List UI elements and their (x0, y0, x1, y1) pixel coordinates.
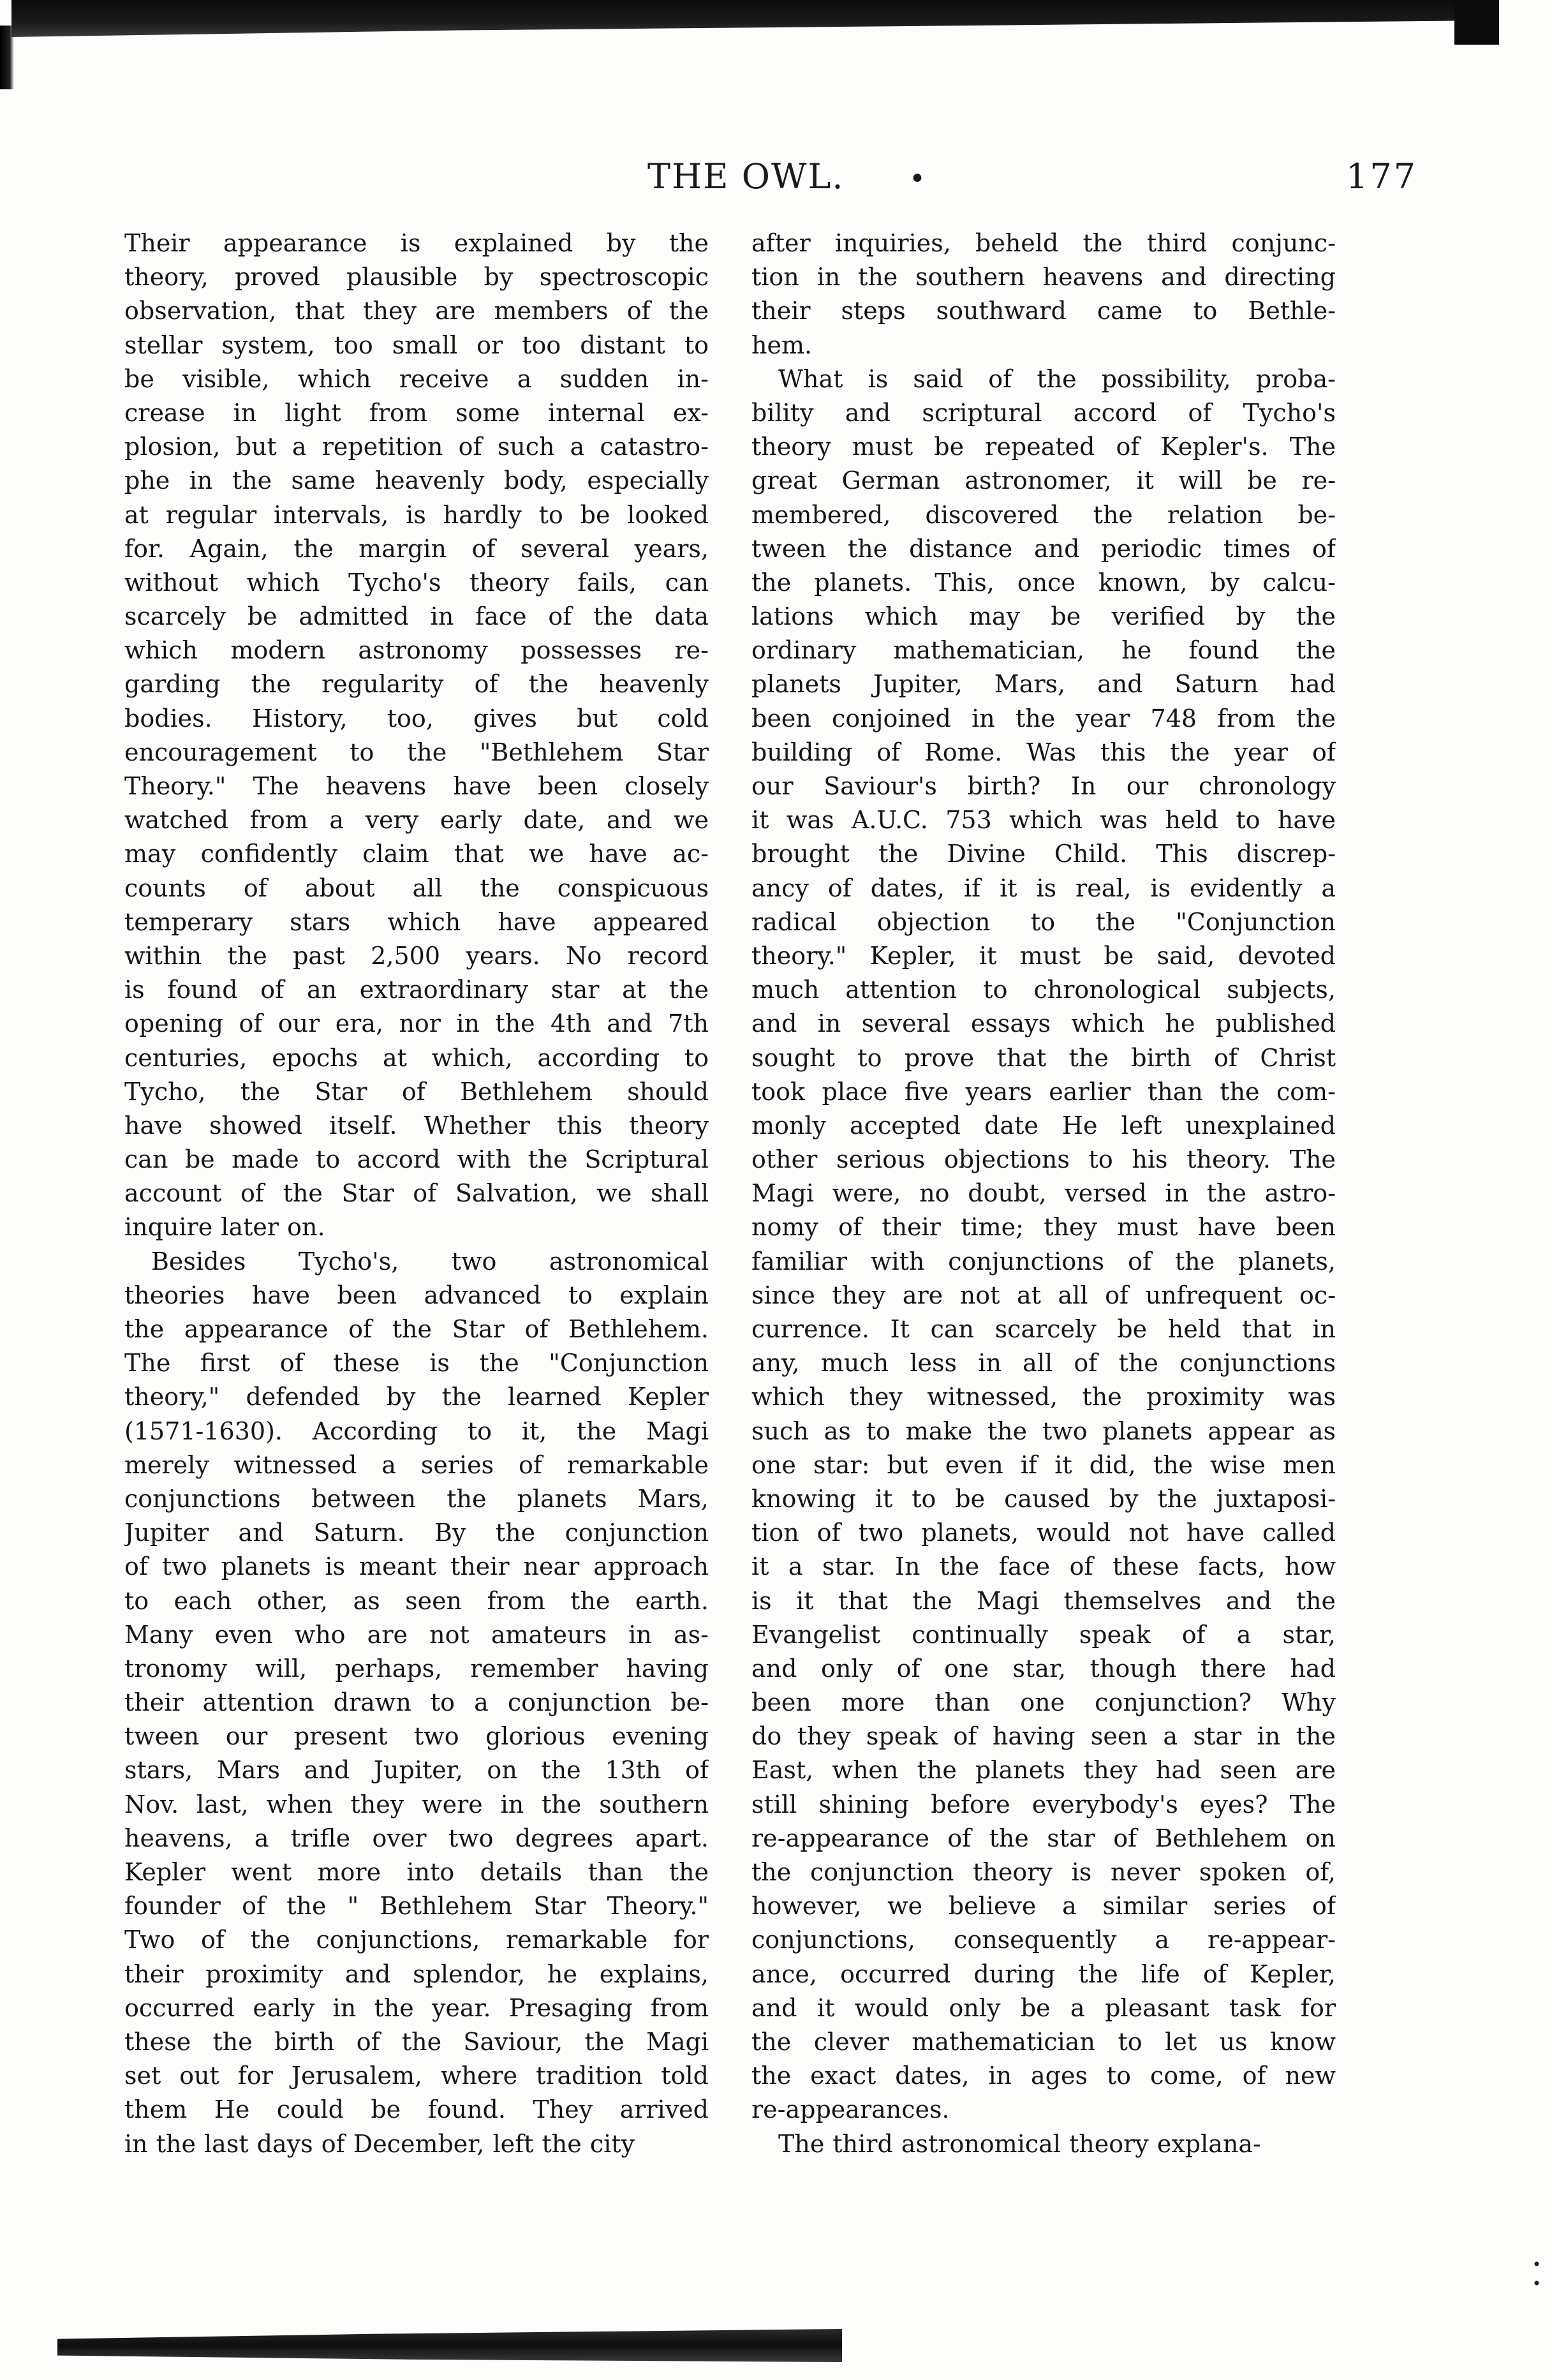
text-line: What is said of the possibility, proba- (778, 364, 1336, 393)
text-line: took place five years earlier than the com- (751, 1077, 1336, 1106)
text-line: building of Rome. Was this the year of (751, 738, 1336, 766)
left-text-column (124, 227, 709, 2161)
text-line: however, we believe a similar series of (751, 1892, 1336, 1921)
text-line: which they witnessed, the proximity was (751, 1383, 1336, 1411)
text-line: which modern astronomy possesses re- (124, 636, 709, 665)
text-line: Magi were, no doubt, versed in the astro- (751, 1179, 1336, 1208)
text-line: Jupiter and Saturn. By the conjunction (124, 1519, 709, 1547)
text-line: can be made to accord with the Scriptural (124, 1145, 709, 1174)
text-line: bodies. History, too, gives but cold (124, 704, 709, 733)
text-line: lations which may be verified by the (751, 602, 1336, 631)
text-line: much attention to chronological subjects, (751, 976, 1336, 1004)
text-line: counts of about all the conspicuous (124, 874, 709, 902)
text-line: theories have been advanced to explain (124, 1281, 709, 1309)
text-line: phe in the same heavenly body, especially (124, 466, 709, 495)
text-line: theory," defended by the learned Kepler (124, 1383, 709, 1411)
text-line: their attention drawn to a conjunction be- (124, 1688, 709, 1717)
text-line: conjunctions between the planets Mars, (124, 1484, 709, 1513)
text-line: ancy of dates, if it is real, is evidently a (751, 874, 1336, 902)
text-line: (1571-1630). According to it, the Magi (124, 1417, 709, 1445)
text-line: re-appearance of the star of Bethlehem on (751, 1824, 1336, 1852)
text-line: without which Tycho's theory fails, can (124, 568, 709, 597)
text-line: have showed itself. Whether this theory (124, 1111, 709, 1140)
text-line: their steps southward came to Bethle- (751, 297, 1336, 325)
text-line: encouragement to the "Bethlehem Star (124, 738, 709, 766)
page-number: 177 (1346, 156, 1418, 197)
text-line: tion in the southern heavens and directing (751, 263, 1336, 292)
text-line: Two of the conjunctions, remarkable for (124, 1926, 709, 1954)
text-line: do they speak of having seen a star in the (751, 1722, 1336, 1751)
text-line: Besides Tycho's, two astronomical (151, 1247, 709, 1276)
text-line: The first of these is the "Conjunction (124, 1349, 709, 1378)
text-line: tronomy will, perhaps, remember having (124, 1654, 709, 1683)
text-line: scarcely be admitted in face of the data (124, 602, 709, 631)
text-line: theory, proved plausible by spectroscopic (124, 263, 709, 292)
text-line: Kepler went more into details than the (124, 1858, 709, 1886)
text-line: theory." Kepler, it must be said, devoted (751, 941, 1336, 970)
text-line: inquire later on. (124, 1213, 325, 1242)
text-line: been more than one conjunction? Why (751, 1688, 1336, 1717)
text-line: other serious objections to his theory. The (751, 1145, 1336, 1174)
text-line: Nov. last, when they were in the southern (124, 1790, 709, 1818)
text-line: Many even who are not amateurs in as- (124, 1620, 709, 1649)
text-line: The third astronomical theory explana- (778, 2129, 1261, 2158)
text-line: these the birth of the Saviour, the Magi (124, 2027, 709, 2056)
text-line: is it that the Magi themselves and the (751, 1586, 1336, 1615)
text-line: for. Again, the margin of several years, (124, 534, 709, 563)
text-line: knowing it to be caused by the juxtaposi- (751, 1484, 1336, 1513)
text-line: the conjunction theory is never spoken of, (751, 1858, 1336, 1886)
text-line: merely witnessed a series of remarkable (124, 1450, 709, 1479)
text-line: been conjoined in the year 748 from the (751, 704, 1336, 733)
text-line: East, when the planets they had seen are (751, 1756, 1336, 1785)
text-line: great German astronomer, it will be re- (751, 466, 1336, 495)
text-line: still shining before everybody's eyes? The (751, 1790, 1336, 1818)
text-line: Their appearance is explained by the (124, 229, 709, 257)
running-title: THE OWL. (647, 156, 845, 197)
text-line: conjunctions, consequently a re-appear- (751, 1926, 1336, 1954)
text-line: observation, that they are members of the (124, 297, 709, 325)
text-line: planets Jupiter, Mars, and Saturn had (751, 670, 1336, 699)
text-line: is found of an extraordinary star at the (124, 976, 709, 1004)
text-line: tion of two planets, would not have called (751, 1519, 1336, 1547)
text-line: garding the regularity of the heavenly (124, 670, 709, 699)
text-line: account of the Star of Salvation, we shall (124, 1179, 709, 1208)
text-line: crease in light from some internal ex- (124, 398, 709, 427)
text-line: Tycho, the Star of Bethlehem should (124, 1077, 709, 1106)
text-line: set out for Jerusalem, where tradition told (124, 2062, 709, 2090)
text-line: our Saviour's birth? In our chronology (751, 772, 1336, 800)
text-line: ordinary mathematician, he found the (751, 636, 1336, 665)
header-ornament-dot: • (909, 163, 926, 195)
scan-specks (1534, 2259, 1539, 2297)
text-line: monly accepted date He left unexplained (751, 1111, 1336, 1140)
text-line: bility and scriptural accord of Tycho's (751, 398, 1336, 427)
text-line: since they are not at all of unfrequent oc- (751, 1281, 1336, 1309)
text-line: their proximity and splendor, he explains, (124, 1960, 709, 1988)
text-line: radical objection to the "Conjunction (751, 907, 1336, 936)
text-line: it a star. In the face of these facts, how (751, 1552, 1336, 1581)
right-text-column (751, 227, 1336, 2161)
text-line: centuries, epochs at which, according to (124, 1043, 709, 1072)
text-line: Evangelist continually speak of a star, (751, 1620, 1336, 1649)
text-line: be visible, which receive a sudden in- (124, 364, 709, 393)
text-line: plosion, but a repetition of such a catastro- (124, 433, 709, 461)
scan-edge-shadow-top (11, 0, 1498, 37)
text-line: brought the Divine Child. This discrep- (751, 840, 1336, 868)
text-line: the exact dates, in ages to come, of new (751, 2062, 1336, 2090)
scan-edge-shadow-bottom (57, 2329, 842, 2362)
text-line: familiar with conjunctions of the planets, (751, 1247, 1336, 1276)
text-line: within the past 2,500 years. No record (124, 941, 709, 970)
text-line: temperary stars which have appeared (124, 907, 709, 936)
text-line: to each other, as seen from the earth. (124, 1586, 709, 1615)
text-line: and in several essays which he published (751, 1009, 1336, 1038)
text-line: occurred early in the year. Presaging from (124, 1993, 709, 2022)
text-line: heavens, a trifle over two degrees apart. (124, 1824, 709, 1852)
text-line: ance, occurred during the life of Kepler, (751, 1960, 1336, 1988)
text-line: may confidently claim that we have ac- (124, 840, 709, 868)
text-line: and it would only be a pleasant task for (751, 1993, 1336, 2022)
text-line: nomy of their time; they must have been (751, 1213, 1336, 1242)
text-line: membered, discovered the relation be- (751, 500, 1336, 529)
text-line: opening of our era, nor in the 4th and 7th (124, 1009, 709, 1038)
text-line: theory must be repeated of Kepler's. The (751, 433, 1336, 461)
text-line: at regular intervals, is hardly to be looked (124, 500, 709, 529)
text-line: one star: but even if it did, the wise men (751, 1450, 1336, 1479)
text-line: such as to make the two planets appear as (751, 1417, 1336, 1445)
text-line: and only of one star, though there had (751, 1654, 1336, 1683)
text-line: tween our present two glorious evening (124, 1722, 709, 1751)
text-line: stars, Mars and Jupiter, on the 13th of (124, 1756, 709, 1785)
text-line: sought to prove that the birth of Christ (751, 1043, 1336, 1072)
text-line: tween the distance and periodic times of (751, 534, 1336, 563)
text-line: stellar system, too small or too distant to (124, 331, 709, 359)
text-line: watched from a very early date, and we (124, 806, 709, 835)
text-line: them He could be found. They arrived (124, 2095, 709, 2124)
text-line: in the last days of December, left the city (124, 2129, 635, 2158)
text-line: after inquiries, beheld the third conjunc- (751, 229, 1336, 257)
scan-edge-shadow-left (0, 26, 14, 89)
text-line: the appearance of the Star of Bethlehem. (124, 1315, 709, 1343)
text-line: the clever mathematician to let us know (751, 2027, 1336, 2056)
text-line: it was A.U.C. 753 which was held to have (751, 806, 1336, 835)
text-line: currence. It can scarcely be held that in (751, 1315, 1336, 1343)
text-line: the planets. This, once known, by calcu- (751, 568, 1336, 597)
text-line: of two planets is meant their near approach (124, 1552, 709, 1581)
text-line: hem. (751, 331, 813, 359)
scan-edge-corner (1454, 0, 1499, 45)
text-line: re-appearances. (751, 2095, 950, 2124)
text-line: any, much less in all of the conjunctions (751, 1349, 1336, 1378)
text-line: Theory." The heavens have been closely (124, 772, 709, 800)
text-line: founder of the " Bethlehem Star Theory." (124, 1892, 709, 1921)
